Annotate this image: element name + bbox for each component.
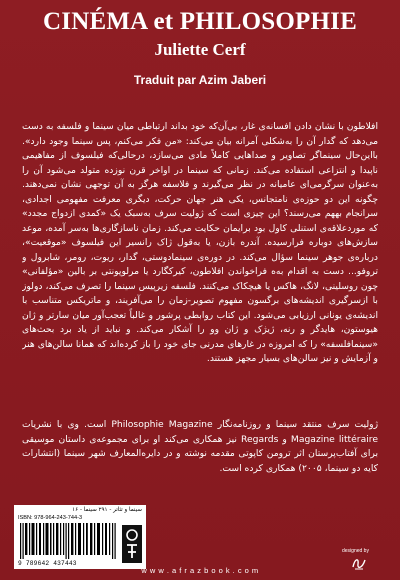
series-line: سینما و تئاتر - ۲۹۱ سینما - ۱۶ xyxy=(72,507,142,513)
isbn-text: ISBN: 978-964-243-744-3 xyxy=(18,515,83,521)
barcode-icon xyxy=(18,523,118,559)
author-bio-paragraph: ژولیت سرف منتقد سینما و روزنامه‌نگار Philosophie Magazine است. وی با نشریات Magazine littéraire و Regards نیز همکاری می‌کند او برای مجموعه‌ی داستان موسیقی برای آفتاب‌پرستان اثر ترومن کاپوتی مقدمه نوشته و در دایره‌المعارف شهر سینما (انتشارات کایه دو سینما، ۲۰۰۵) همکاری کرده است. xyxy=(22,419,378,474)
barcode-number: 9 789642 437443 xyxy=(18,560,77,567)
publisher-website: w w w . a f r a z b o o k . c o m xyxy=(141,566,259,575)
translator-credit: Traduit par Azim Jaberi xyxy=(133,73,267,87)
book-title: CINÉMA et PHILOSOPHIE xyxy=(43,8,357,35)
publisher-logo-icon xyxy=(122,525,142,563)
blurb-paragraph-1: افلاطون با نشان دادن افسانه‌ی غار، بی‌آن‌که خود بداند ارتباطی میان سینما و فلسفه به دست می‌دهد که گدار آن را به‌شکلی آمرانه بیان می‌کند: «من فکر می‌کنم، پس سینما وجود دارد». بااین‌حال سینماگر تصاویر و صداهایی کاملاً مادی می‌سازد، درحالی‌که فیلسوف از مفاهیمی ناپیدا و انتزاعی استفاده می‌کند. زمانی که سینما در اواخر قرن نوزده متولد می‌شود آن را به‌عنوان سرگرمی‌ای عامیانه در نظر می‌گیرند و فلاسفه هرگز به آن توجهی نشان نمی‌دهند. چگونه این دو حوزه‌ی نامتجانس، یکی هنر جهان حرکت، دیگری معرفت مفهومی اجدادی، سرانجام بههم می‌رسند؟ این چیزی است که ژولیت سرف به‌سبک یک «کمدی ازدواج مجدد» که موردعلاقه‌ی استنلی کاول بود برایمان حکایت می‌کند. زمان ناسازگاری‌ها به‌سر آمده، موعد سازش‌های دوباره فرارسیده. آندره بازن، یا به‌قول ژاک رانسیر این فیلسوف «موقعیت»، درباره‌ی جوهر سینما سؤال می‌کند. در دوره‌ی سینمادوستی، گدار، ریوت، رومر، شابرول و تروفو... دست به اقدام به‌ه فراخواندن افلاطون، کیرکگارد یا مرلوپونتی بر بالین «مؤلفانی» چون روسلینی، لانگ، هاکس یا هیچکاک می‌کنند. فلسفه زیرپیس سینما را تصرف می‌کند، دولوز با ازسرگیری اندیشه‌های برگسون مفهوم تصویر-زمان را می‌آفریند، و ماتریکس متناسب با اندیشه‌ی یونانی ارزیابی می‌شود. این کتاب روابطی پرشور و غالباً تعجب‌آور میان سارتر و ژان هیوستون، هایدگر و رنه، ژیژک و ژان وو را آشکار می‌کند. و نباید از یاد برد بحث‌های «سینمافلسفه» را که امروزه در غارهای مدرنی جای خود را باز کرده‌اند که همانا سالن‌های هنر و آزمایش و نیز سالن‌های بسیار مجهز هستند. xyxy=(22,121,378,364)
designed-by-label: designed by xyxy=(342,548,369,554)
author-name: Juliette Cerf xyxy=(154,40,246,59)
barcode-panel xyxy=(14,505,146,569)
